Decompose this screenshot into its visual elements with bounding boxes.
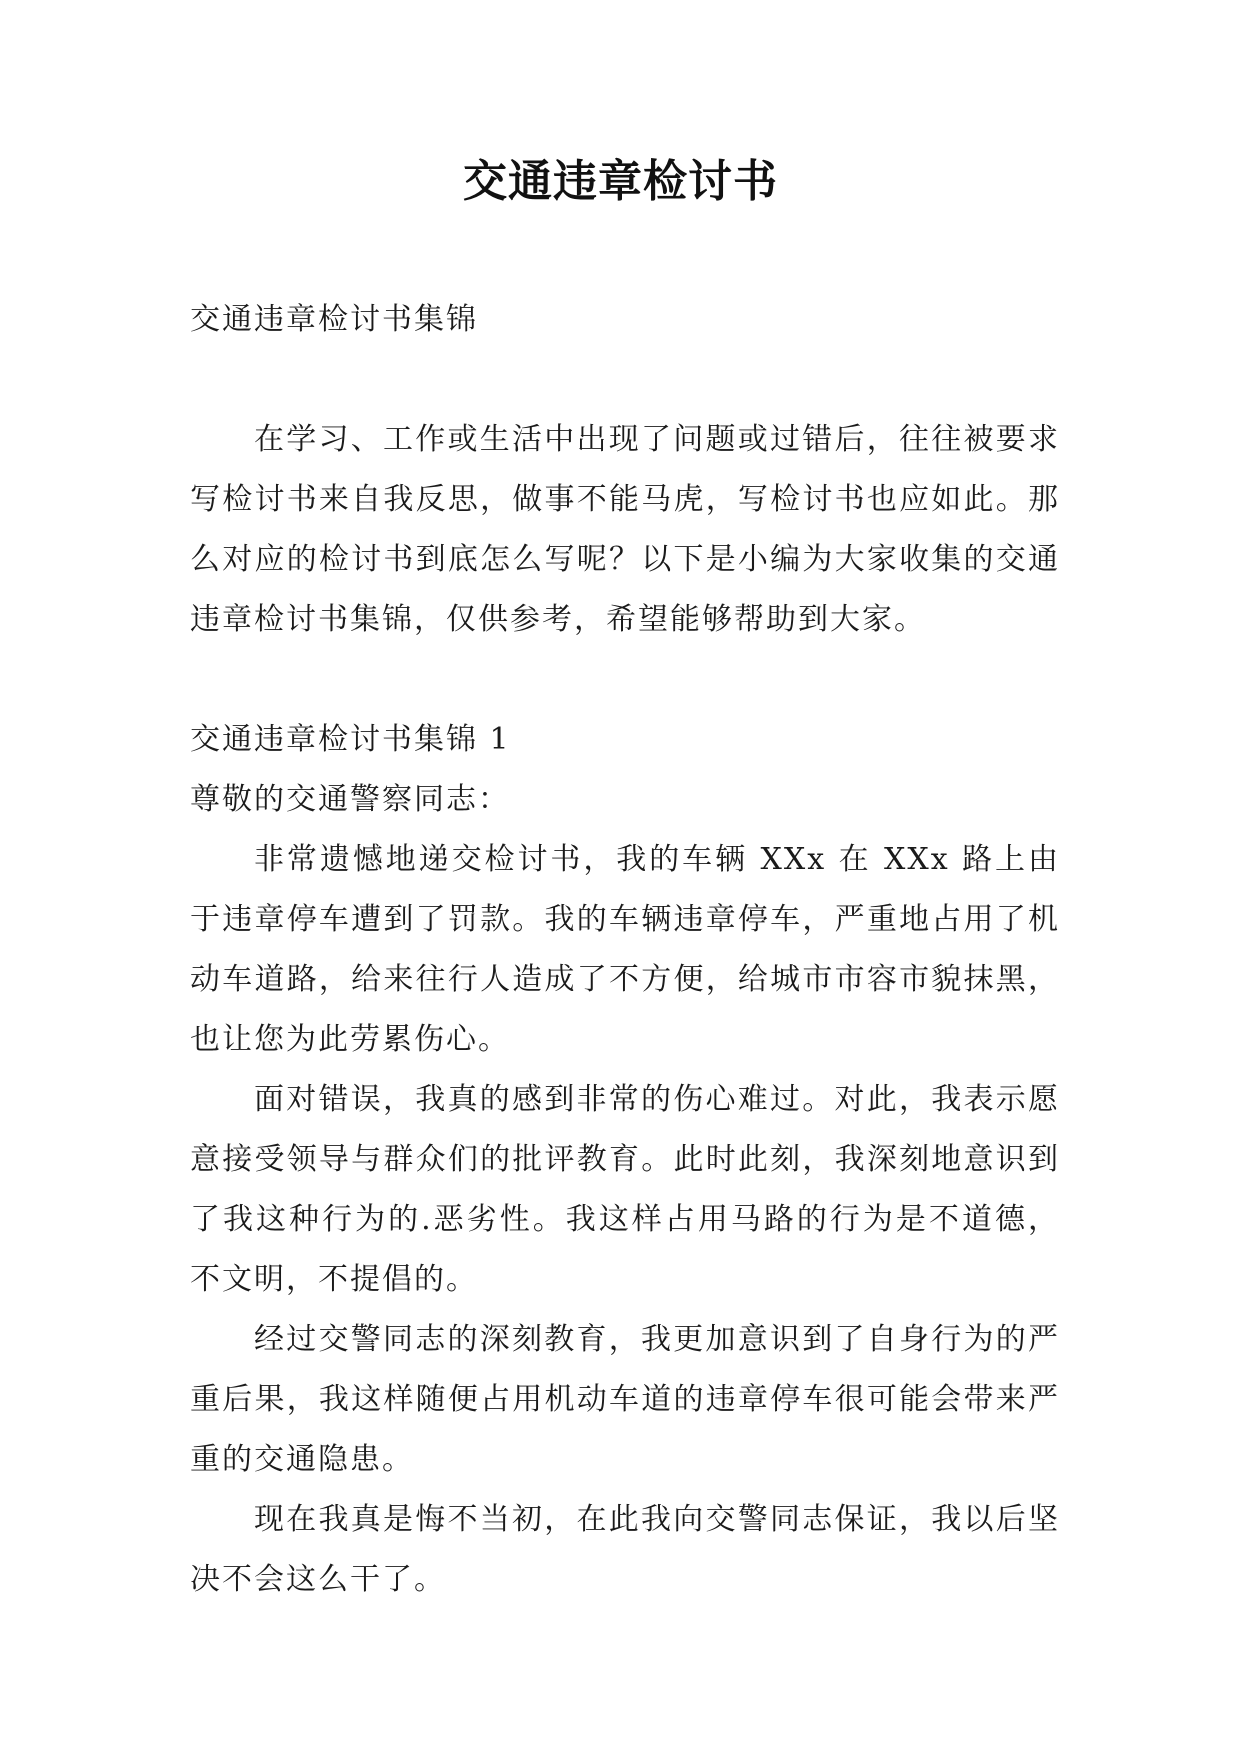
salutation: 尊敬的交通警察同志： [190,782,510,817]
section-heading: 交通违章检讨书集锦 1 [190,722,511,757]
body-paragraph: 面对错误，我真的感到非常的伤心难过。对此，我表示愿意接受领导与群众们的批评教育。此时此刻，我深刻地意识到了我这种行为的.恶劣性。我这样占用马路的行为是不道德，不文明，不提倡的。 [190,1082,1060,1297]
document-body [190,290,1060,1610]
intro-paragraph: 在学习、工作或生活中出现了问题或过错后，往往被要求写检讨书来自我反思，做事不能马虎，写检讨书也应如此。那么对应的检讨书到底怎么写呢？以下是小编为大家收集的交通违章检讨书集锦，仅供参考，希望能够帮助到大家。 [190,422,1060,637]
spacer [190,650,1060,710]
body-paragraph: 现在我真是悔不当初，在此我向交警同志保证，我以后坚决不会这么干了。 [190,1502,1060,1597]
body-paragraph: 经过交警同志的深刻教育，我更加意识到了自身行为的严重后果，我这样随便占用机动车道的违章停车很可能会带来严重的交通隐患。 [190,1322,1060,1477]
body-paragraph: 非常遗憾地递交检讨书，我的车辆 XXx 在 XXx 路上由于违章停车遭到了罚款。我的车辆违章停车，严重地占用了机动车道路，给来往行人造成了不方便，给城市市容市貌抹黑，也让您为此劳累伤心。 [190,842,1060,1057]
document-subtitle: 交通违章检讨书集锦 [190,302,478,337]
spacer [190,350,1060,410]
document-title: 交通违章检讨书 [463,156,778,207]
